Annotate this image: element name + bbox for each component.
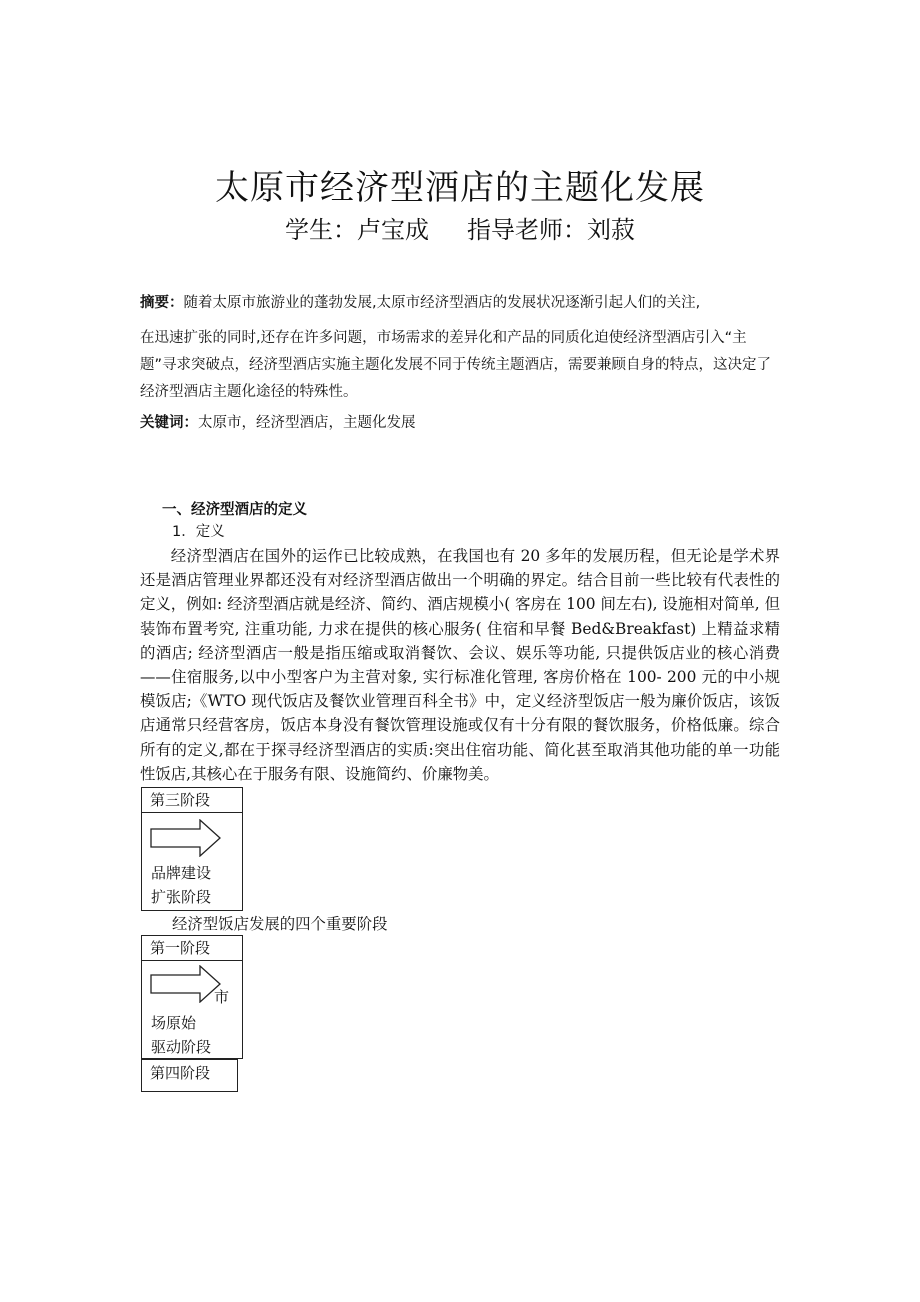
section-heading: 一、经济型酒店的定义 [162, 502, 307, 518]
stage3-header: 第三阶段 [142, 788, 242, 813]
abstract-paragraph: 在迅速扩张的同时,还存在许多问题，市场需求的差异化和产品的同质化迫使经济型酒店引入“主题”寻求突破点，经济型酒店实施主题化发展不同于传统主题酒店，需要兼顾自身的特点，这决定了经济型酒店主题化途径的特殊性。 [140, 330, 772, 400]
student-name: 学生：卢宝成 [285, 216, 429, 244]
abstract-label: 摘要： [140, 295, 184, 311]
stage1-label-line2: 驱动阶段 [151, 1038, 212, 1056]
stage1-label-tail: 市 [214, 988, 230, 1006]
abstract-first-line [140, 290, 780, 317]
advisor-name: 指导老师：刘菽 [467, 216, 635, 244]
keywords-text: 太原市，经济型酒店，主题化发展 [198, 415, 416, 431]
abstract-line1: 随着太原市旅游业的蓬勃发展,太原市经济型酒店的发展状况逐渐引起人们的关注, [183, 295, 701, 311]
right-arrow-icon [150, 819, 222, 857]
diagram-caption: 经济型饭店发展的四个重要阶段 [172, 915, 388, 933]
definition-paragraph: 经济型酒店在国外的运作已比较成熟，在我国也有 20 多年的发展历程，但无论是学术界还是酒店管理业界都还没有对经济型酒店做出一个明确的界定。结合目前一些比较有代表性的定义，例如: 经济型酒店就是经济、简约、酒店规模小( 客房在 100 间左右), 设施相对简单, 但装饰布置考究, 注重功能, 力求在提供的核心服务( 住宿和早餐 Bed&Breakfast) 上精益求精的酒店; 经济型酒店一般是指压缩或取消餐饮、会议、娱乐等功能, 只提供饭店业的核心消费——住宿服务,以中小型客户为主营对象, 实行标准化管理, 客房价格在 100- 200 元的中小规模饭店;《WTO 现代饭店及餐饮业管理百科全书》中，定义经济型饭店一般为廉价饭店，该饭店通常只经营客房，饭店本身没有餐饮管理设施或仅有十分有限的餐饮服务，价格低廉。综合所有的定义,都在于探寻经济型酒店的实质:突出住宿功能、简化甚至取消其他功能的单一功能性饭店,其核心在于服务有限、设施简约、价廉物美。 [140, 547, 780, 783]
keywords-label: 关键词： [140, 415, 198, 431]
paper-title: 太原市经济型酒店的主题化发展 [215, 168, 705, 208]
keywords [140, 410, 780, 437]
stage3-box [141, 787, 243, 911]
stage3-label-line2: 扩张阶段 [151, 888, 212, 906]
stage4-box [141, 1059, 238, 1092]
stage4-header: 第四阶段 [150, 1064, 211, 1082]
stage1-label-line1: 场原始 [151, 1014, 197, 1032]
stage1-box [141, 935, 243, 1059]
stage3-label-line1: 品牌建设 [151, 864, 212, 882]
subsection-heading: 1．定义 [172, 524, 225, 540]
author-line [0, 210, 920, 245]
stage1-header: 第一阶段 [142, 936, 242, 961]
right-arrow-icon [150, 965, 222, 1003]
